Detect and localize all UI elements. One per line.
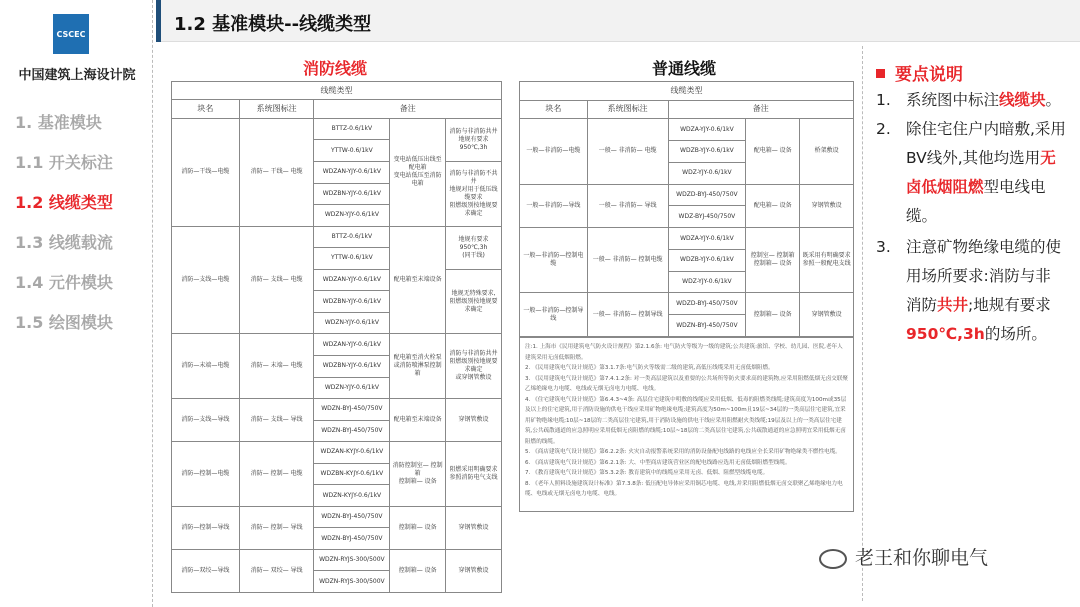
remark-usage: 配电箱至末端设备 [390,399,446,442]
remark-usage: 消防控制室— 控制箱 控制箱— 设备 [390,442,446,507]
remark-usage: 变电站低压出线至配电箱 变电站低压至消防电箱 [390,118,446,226]
table-caption: 线缆类型 [172,82,502,100]
org-name: 中国建筑上海设计院 [18,68,136,83]
remark-requirement: 地规有要求950℃,3h (同干线) [446,226,502,269]
cable-spec: WDZAN-YJY-0.6/1kV [314,269,390,291]
block-name: 一般—非消防—控制导线 [520,293,588,337]
nav-item-switch[interactable]: 1.1 开关标注 [15,153,113,172]
column-header: 备注 [668,100,854,119]
column-header: 块名 [172,100,240,118]
remark-requirement: 阻燃采用明确要求 参照消防电气支线 [446,442,502,507]
wechat-icon [819,549,847,569]
cable-spec: WDZAN-KYJY-0.6/1kV [314,442,390,464]
system-label: 消防— 支线— 导线 [239,399,314,442]
remark-usage: 控制箱— 设备 [390,549,446,592]
nav-item-components[interactable]: 1.4 元件模块 [15,273,113,292]
cable-spec: WDZN-YJY-0.6/1kV [314,377,390,399]
divider [862,46,863,601]
cable-spec: WDZN-BYJ-450/750V [314,399,390,421]
note-item: 8. 《老年人照料设施建筑设计标准》第7.3.8条: 低压配电导体应采用铜芯电缆、电线,并采用阻燃低烟无卤交联聚乙烯绝缘电力电缆、电线或无烟无卤电力电缆、电线。 [525,480,843,497]
system-label: 一般— 非消防— 控制电缆 [587,228,668,293]
cable-spec: WDZAN-YJY-0.6/1kV [314,162,390,184]
remark-usage: 配电箱— 设备 [746,119,800,184]
remark-requirement: 桥架敷设 [800,119,854,184]
cable-spec: WDZ-YJY-0.6/1kV [668,271,746,293]
nav-item-cable-type[interactable]: 1.2 线缆类型 [15,193,113,212]
note-item: 5. 《商店建筑电气设计规范》第6.2.2条: 火灾自动报警系统采用的消防设备配电线路的电线应全长采用矿物绝缘类不燃性电缆。 [525,449,841,455]
column-header: 系统图标注 [587,100,668,119]
remark-requirement: 消防与非消防共井 阻燃级别按地规要求确定 或穿钢管敷设 [446,334,502,399]
block-name: 消防—控制—导线 [172,506,240,549]
cable-spec: WDZBN-YJY-0.6/1kV [314,291,390,313]
normal-cable-table [519,81,854,337]
remark-usage: 控制箱— 设备 [390,506,446,549]
column-header: 块名 [520,100,588,119]
system-label: 一般— 非消防— 导线 [587,184,668,228]
cable-spec: YTTW-0.6/1kV [314,248,390,270]
remark-requirement: 消防与非消防不共井 地规对用于低压线缆要求 阻燃级别按地规要求确定 [446,162,502,227]
system-label: 消防— 末端— 电缆 [239,334,314,399]
cable-spec: BTTZ-0.6/1kV [314,118,390,140]
cable-spec: WDZAN-YJY-0.6/1kV [314,334,390,356]
cable-spec: WDZB-YJY-0.6/1kV [668,249,746,271]
cable-spec: WDZN-YJY-0.6/1kV [314,205,390,227]
note-item: 4. 《住宅建筑电气设计规范》第6.4.3~4条: 高层住宅建筑中明敷的线缆应采用低烟、低毒的阻燃类线缆;建筑高度为100m或35层及以上的住宅建筑,用于消防设施的供电干线应采用矿物绝缘电缆;建筑高度为50m~100m且19层~34层的一类高层住宅建筑,宜采用矿物绝缘电缆;10层~18层的二类高层住宅建筑,用于消防设施的供电干线应采用阻燃耐火类线缆;19层及以上的一类高层住宅建筑,公共疏散通道的应急照明应采用低烟无卤阻燃的线缆;10层~18层的二类高层住宅建筑,公共疏散通道的应急照明宜采用低烟无卤阻燃的线缆。 [525,396,847,445]
cable-spec: WDZN-RYJS-300/500V [314,549,390,571]
key-point-number: 2. [876,120,891,138]
block-name: 一般—非消防—导线 [520,184,588,228]
remark-requirement: 穿钢管敷设 [800,184,854,228]
table-caption: 线缆类型 [520,82,854,101]
block-name: 一般—非消防—控制电缆 [520,228,588,293]
block-name: 消防—控制—电缆 [172,442,240,507]
remark-requirement: 穿钢管敷设 [446,549,502,592]
cable-spec: WDZN-BYJ-450/750V [314,506,390,528]
remark-usage: 配电箱— 设备 [746,184,800,228]
system-label: 消防— 支线— 电缆 [239,226,314,334]
note-item: 7. 《教育建筑电气设计规范》第5.3.2条: 教育建筑中的线缆应采用无卤、低烟、阻燃型线缆电缆。 [525,470,769,476]
block-name: 消防—支线—导线 [172,399,240,442]
column-header: 系统图标注 [239,100,314,118]
cable-spec: WDZBN-YJY-0.6/1kV [314,183,390,205]
nav-item-drawing[interactable]: 1.5 绘图模块 [15,313,113,332]
square-bullet-icon [876,69,885,78]
cable-spec: WDZD-BYJ-450/750V [668,293,746,315]
cable-spec: WDZA-YJY-0.6/1kV [668,228,746,250]
system-label: 消防— 双绞— 导线 [239,549,314,592]
cable-spec: WDZN-BYJ-450/750V [668,315,746,337]
key-points-heading: 要点说明 [876,60,963,85]
cable-spec: WDZBN-KYJY-0.6/1kV [314,463,390,485]
note-item: 2. 《民用建筑电气设计规范》第3.1.7条:电气防火等级需二级的建筑,高低压线缆采用无卤低烟阻燃。 [525,365,774,371]
remark-requirement: 穿钢管敷设 [446,506,502,549]
block-name: 消防—支线—电缆 [172,226,240,334]
cable-spec: WDZN-KYJY-0.6/1kV [314,485,390,507]
remark-usage: 配电箱至末端设备 [390,226,446,334]
key-point-2 [876,115,1066,231]
key-point-number: 3. [876,238,891,256]
nav-item-ampacity[interactable]: 1.3 线缆载流 [15,233,113,252]
system-label: 一般— 非消防— 控制导线 [587,293,668,337]
system-label: 消防— 控制— 电缆 [239,442,314,507]
system-label: 消防— 干线— 电缆 [239,118,314,226]
note-item: 3. 《民用建筑电气设计规范》第7.4.1.2条: 对一类高层建筑以及重要的公共场所等防火要求高的建筑物,应采用阻燃低烟无卤交联聚乙烯绝缘电力电缆、电线或无烟无卤电力电缆、电线。 [525,375,849,392]
system-label: 一般— 非消防— 电缆 [587,119,668,184]
key-point-number: 1. [876,91,891,109]
key-point-text: 注意矿物绝缘电缆的使用场所要求:消防与非消防共井;地规有要求950℃,3h的场所。 [906,238,1062,343]
cable-spec: WDZN-BYJ-450/750V [314,528,390,550]
remark-requirement: 地规无特殊要求, 阻燃级别按地规要求确定 [446,269,502,334]
cable-spec: WDZD-BYJ-450/750V [668,184,746,206]
sidebar [0,0,153,607]
remark-requirement: 既采用有明确要求 参照一般配电支线 [800,228,854,293]
nav-list [15,110,150,350]
key-point-text: 系统图中标注线缆块。 [906,91,1062,109]
cable-spec: WDZBN-YJY-0.6/1kV [314,355,390,377]
remark-requirement: 消防与非消防共井 地规有要求950℃,3h [446,118,502,161]
cable-spec: WDZB-YJY-0.6/1kV [668,141,746,163]
page-title: 1.2 基准模块--线缆类型 [174,14,372,35]
normal-cable-title: 普通线缆 [652,59,717,78]
header-accent [156,0,161,42]
key-point-1 [876,86,1066,115]
cable-spec: WDZ-YJY-0.6/1kV [668,162,746,184]
watermark: 老王和你聊电气 [819,543,988,570]
fire-cable-title: 消防线缆 [303,59,368,78]
fire-cable-table [171,81,502,593]
key-point-3 [876,233,1066,349]
cable-spec: BTTZ-0.6/1kV [314,226,390,248]
nav-item-basic[interactable]: 1. 基准模块 [15,113,102,132]
block-name: 消防—干线—电缆 [172,118,240,226]
remark-requirement: 穿钢管敷设 [446,399,502,442]
note-item: 6. 《商店建筑电气设计规范》第6.2.1条: 大、中型商店建筑营业区的配电线路应选用无卤低烟阻燃型线缆。 [525,459,791,466]
remark-requirement: 穿钢管敷设 [800,293,854,337]
cable-spec: WDZN-BYJ-450/750V [314,420,390,442]
cable-spec: WDZN-YJY-0.6/1kV [314,312,390,334]
cable-spec: WDZA-YJY-0.6/1kV [668,119,746,141]
system-label: 消防— 控制— 导线 [239,506,314,549]
block-name: 一般—非消防—电缆 [520,119,588,184]
cable-spec: YTTW-0.6/1kV [314,140,390,162]
notes-box [519,337,854,512]
block-name: 消防—双绞—导线 [172,549,240,592]
cable-spec: WDZN-RYJS-300/500V [314,571,390,593]
remark-usage: 控制箱— 设备 [746,293,800,337]
cable-spec: WDZ-BYJ-450/750V [668,206,746,228]
column-header: 备注 [314,100,502,118]
remark-usage: 配电箱至消火栓泵 或消防喷淋泵控制箱 [390,334,446,399]
block-name: 消防—末端—电缆 [172,334,240,399]
company-logo: CSCEC [53,14,89,54]
header-bar [156,0,1080,42]
key-point-text: 除住宅住户内暗敷,采用BV线外,其他均选用无卤低烟阻燃型电线电缆。 [906,120,1066,225]
remark-usage: 控制室— 控制箱 控制箱— 设备 [746,228,800,293]
note-item: 注:1. 上海市《民用建筑电气防火设计规程》第2.1.6条: 电气防火等级为一级的建筑;公共建筑:旅馆、学校、幼儿园、医院,老年人建筑采用无卤低烟阻燃。 [525,344,843,361]
